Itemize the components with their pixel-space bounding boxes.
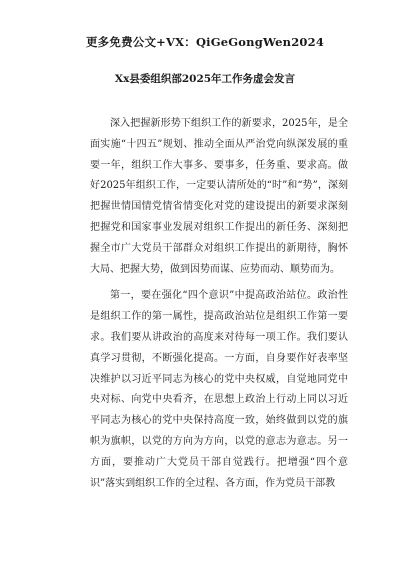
document-title: Xx县委组织部2025年工作务虚会发言 bbox=[114, 73, 296, 85]
paragraph: 第一，要在强化“四个意识”中提高政治站位。政治性是组织工作的第一属性，提高政治站位是组织工作第一要求。我们要从讲政治的高度来对待每一项工作。我们要认真学习贯彻，不断强化提高。一方面，自身要作好表率坚决维护以习近平同志为核心的党中央权威，自觉地同党中央对标、向党中央看齐，在思想上政治上行动上同以习近平同志为核心的党中央保持高度一致，始终做到以党的旗帜为旗帜，以党的方向为方向，以党的意志为意志。另一方面，要推动广大党员干部自觉践行。把增强“四个意识”落实到组织工作的全过程、各方面，作为党员干部教 bbox=[90, 290, 348, 489]
paragraph: 深入把握新形势下组织工作的新要求，2025年，是全面实施“十四五”规划、推动全面从严治党向纵深发展的重要一年，组织工作大事多、要事多，任务重、要求高。做好2025年组织工作，一定要认清所处的“时”和“势”，深刻把握世情国情党情省情变化对党的建设提出的新要求深刻把握党和国家事业发展对组织工作提出的新任务、深刻把握全市广大党员干部群众对组织工作提出的新期待，胸怀大局、把握大势，做到因势而谋、应势而动、顺势而为。 bbox=[90, 118, 348, 275]
document-body bbox=[90, 114, 348, 494]
watermark-text: 更多免费公文+VX：QiGeGongWen2024 bbox=[85, 35, 325, 49]
